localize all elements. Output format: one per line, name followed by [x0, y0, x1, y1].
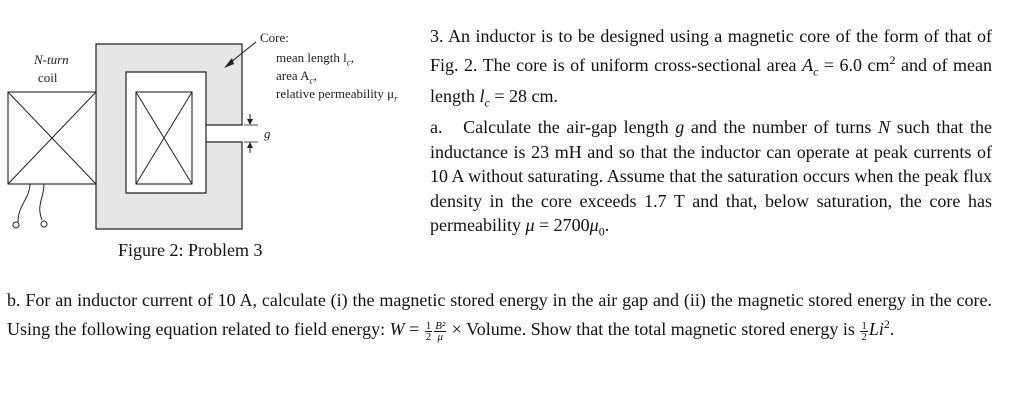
coil-label-line1: N-turn [34, 52, 69, 67]
problem-part-b: b. For an inductor current of 10 A, calculate (i) the magnetic stored energy in the air gap and (ii) the magnetic stored energy in the core. Using the following equation related to field energy: W = $\frac{1}{2}$ $\frac{\text{B²}}{\mu}$ × Volume. Show that the total magnetic stored energy is $\frac{1}{2}$ Li$^2$. [7, 290, 992, 343]
area-label: area $A_c$, [276, 68, 317, 86]
inductor-figure [0, 0, 420, 270]
core-label: Core: [260, 30, 289, 45]
coil-lead-1 [18, 184, 30, 222]
coil-lead-2 [40, 184, 44, 220]
problem-intro: 3. An inductor is to be designed using a magnetic core of the form of that of Fig. 2. The core is of uniform cross-sectional area $A_c = 6.0$ $cm^2$ and of mean length $l_c = 28$ cm. [430, 26, 992, 110]
figure-caption: Figure 2: Problem 3 [118, 240, 263, 260]
terminal-1 [13, 222, 19, 228]
mean-length-label: mean length $l_c$, [276, 50, 355, 68]
problem-part-a: a. Calculate the air-gap length g and the number of turns N such that the inductance is 23 mH and so that the inductor can operate at peak currents of 10 A without saturating. Assume that the saturation occurs when the peak flux density in the core exceeds 1.7 T and that, below saturation, the core has permeability $\mu = 2700\mu_0$. [430, 117, 992, 239]
permeability-label: relative permeability $\mu_r$ [276, 86, 398, 104]
gap-label: g [264, 126, 271, 141]
core-diagram [0, 0, 420, 270]
fraction-one-half-energy: $\frac{1}{2}$ [861, 319, 867, 343]
fraction-one-half: $\frac{1}{2}$ [425, 319, 432, 343]
terminal-2 [41, 221, 47, 227]
coil-label-line2: coil [38, 70, 58, 85]
problem-3-text [430, 24, 992, 244]
fraction-b-squared-over-mu: $\frac{\text{B²}}{\mu}$ [435, 319, 446, 343]
